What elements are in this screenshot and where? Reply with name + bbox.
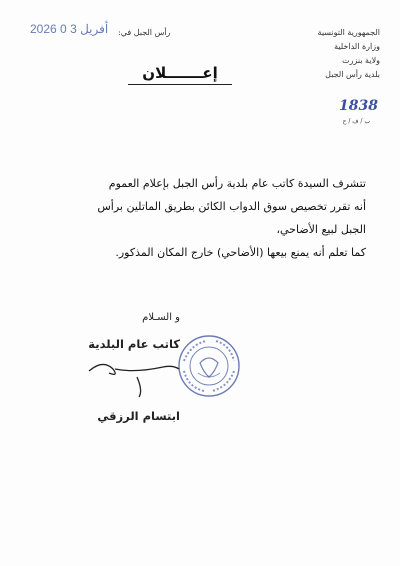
announcement-body <box>36 172 366 264</box>
handwritten-signature <box>85 355 185 399</box>
letterhead-ministry: وزارة الداخلية <box>334 42 380 51</box>
letterhead-governorate: ولاية بنزرت <box>342 56 380 65</box>
official-seal <box>176 333 242 399</box>
reference-number: 1838 <box>339 98 378 114</box>
body-line-3: الجبل لبيع الأضاحي، <box>276 223 366 236</box>
letterhead-republic: الجمهورية التونسية <box>317 28 380 37</box>
letterhead-municipality: بلدية رأس الجبل <box>325 70 380 79</box>
body-line-4: كما تعلم أنه يمنع بيعها (الأضاحي) خارج المكان المذكور. <box>115 246 366 259</box>
letterhead <box>260 29 380 85</box>
document-title: إعـــــــلان <box>142 64 218 82</box>
place-and-date: رأس الجبل في: <box>118 28 171 37</box>
signer-title: كاتب عام البلدية <box>88 337 180 351</box>
signer-name: ابتسام الرزقي <box>97 409 180 423</box>
received-date-stamp: 2026 أفريل 3 0 <box>30 22 109 36</box>
reference-label: ب / ف / ح <box>342 118 370 125</box>
closing-salutation: و السـلام <box>142 312 180 323</box>
body-line-1: تتشرف السيدة كاتب عام بلدية رأس الجبل بإعلام العموم <box>108 177 366 190</box>
title-underline <box>128 84 232 85</box>
body-line-2: أنه تقرر تخصيص سوق الدواب الكائن بطريق الماتلين برأس <box>97 200 366 213</box>
